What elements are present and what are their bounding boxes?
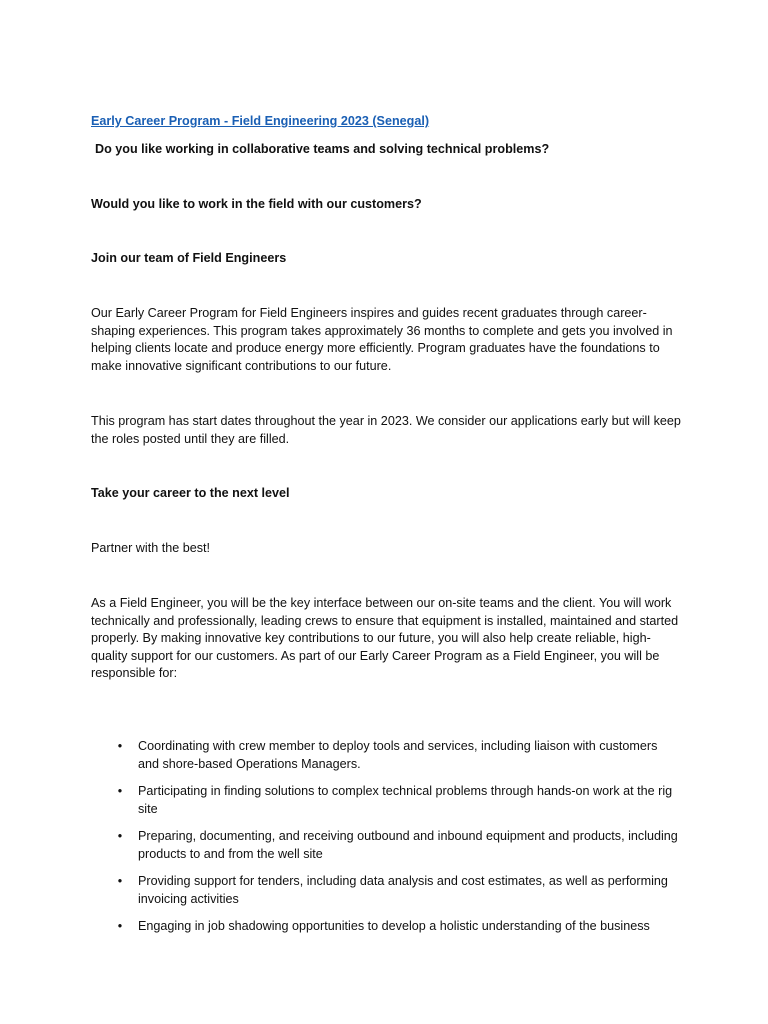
heading-join-team: Join our team of Field Engineers (91, 251, 287, 265)
list-item-text: Preparing, documenting, and receiving outbound and inbound equipment and products, including products to and from the well site (138, 829, 678, 861)
bullet-icon: • (117, 739, 123, 753)
list-item (91, 783, 681, 818)
list-item (91, 738, 681, 773)
list-item-text: Participating in finding solutions to complex technical problems through hands-on work at the rig site (138, 784, 673, 816)
title-line (91, 113, 681, 131)
bullet-icon: • (117, 829, 123, 843)
bullet-icon: • (117, 874, 123, 888)
bullet-icon: • (117, 784, 123, 798)
paragraph-program-overview: Our Early Career Program for Field Engineers inspires and guides recent graduates through career-shaping experiences. This program takes approximately 36 months to complete and gets you involved in helping clients locate and produce energy more efficiently. Program graduates have the foundations to make innovative significant contributions to our future. (91, 306, 673, 373)
question-collaborative-teams: Do you like working in collaborative teams and solving technical problems? (95, 142, 550, 156)
list-item-text: Providing support for tenders, including data analysis and cost estimates, as well as performing invoicing activities (138, 874, 668, 906)
list-item (91, 828, 681, 863)
list-item (91, 873, 681, 908)
paragraph-start-dates: This program has start dates throughout the year in 2023. We consider our applications early but will keep the roles posted until they are filled. (91, 414, 681, 446)
list-item-text: Engaging in job shadowing opportunities to develop a holistic understanding of the business (138, 919, 650, 933)
bullet-icon: • (117, 919, 123, 933)
question-field-work: Would you like to work in the field with our customers? (91, 197, 422, 211)
job-title-link[interactable]: Early Career Program - Field Engineering 2023 (Senegal) (91, 114, 430, 128)
responsibilities-list (91, 738, 681, 946)
list-item (91, 918, 681, 936)
partner-line: Partner with the best! (91, 541, 211, 555)
list-item-text: Coordinating with crew member to deploy tools and services, including liaison with customers and shore-based Operations Managers. (138, 739, 658, 771)
paragraph-role-description: As a Field Engineer, you will be the key interface between our on-site teams and the client. You will work technically and professionally, leading crews to ensure that equipment is installed, maintained and started properly. By making innovative key contributions to our future, you will also help create reliable, high-quality support for our customers. As part of our Early Career Program as a Field Engineer, you will be responsible for: (91, 596, 679, 680)
heading-next-level: Take your career to the next level (91, 486, 290, 500)
